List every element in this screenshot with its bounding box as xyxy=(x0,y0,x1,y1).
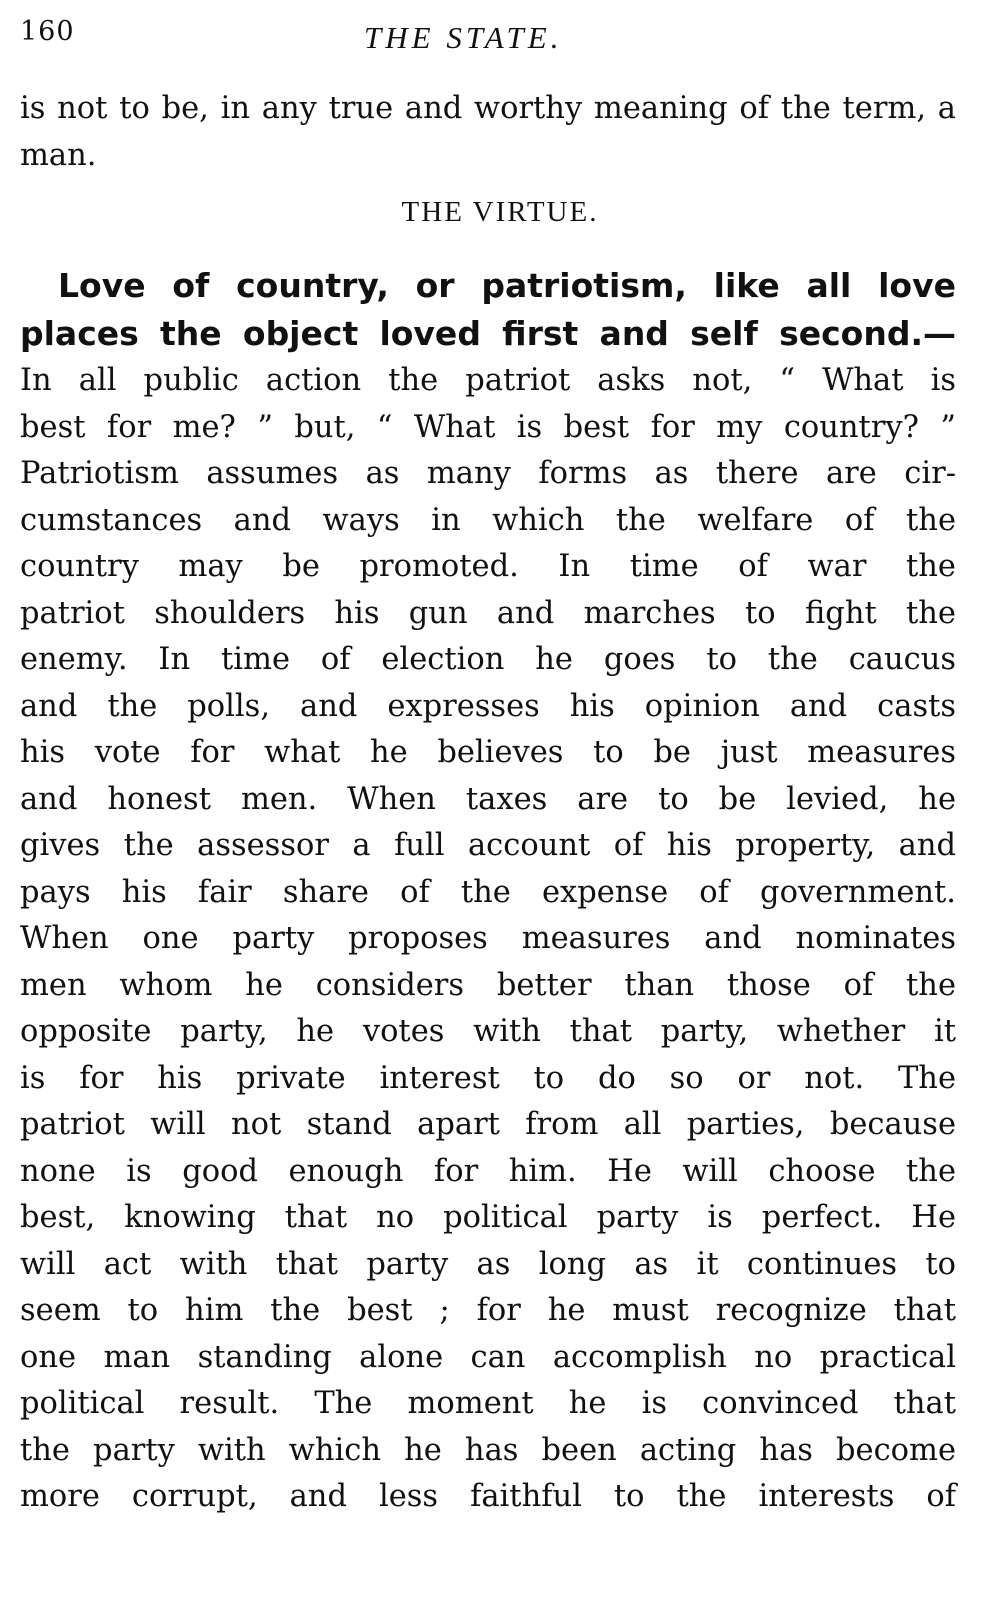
text-line: is for his private interest to do so or not. The xyxy=(20,1060,956,1096)
text-line: gives the assessor a full account of his property, and xyxy=(20,828,956,863)
text-line: one man standing alone can accomplish no practical xyxy=(20,1339,956,1375)
running-head xyxy=(20,16,960,66)
text-line: patriot will not stand apart from all parties, because xyxy=(20,1107,956,1142)
lead-sentence: Love of country, or patriotism, like all love places the object loved first and self second.— xyxy=(20,266,956,353)
text-line: enemy. In time of election he goes to the caucus xyxy=(20,642,956,677)
text-line: In all public action the patriot asks not, “ What is xyxy=(20,363,956,398)
text-line: will act with that party as long as it continues to xyxy=(20,1246,956,1282)
continued-paragraph: is not to be, in any true and worthy meaning of the term, a man. xyxy=(20,91,956,173)
text-line: and the polls, and expresses his opinion and casts xyxy=(20,688,956,724)
text-line: more corrupt, and less faithful to the interests of xyxy=(20,1479,956,1514)
text-line: pays his fair share of the expense of government. xyxy=(20,874,956,910)
main-paragraph xyxy=(20,262,956,1521)
text-line: patriot shoulders his gun and marches to fight the xyxy=(20,595,956,631)
text-line: cumstances and ways in which the welfare of the xyxy=(20,502,956,538)
text-line: and honest men. When taxes are to be levied, he xyxy=(20,781,956,817)
text-line: best, knowing that no political party is perfect. He xyxy=(20,1200,956,1235)
text-line: best for me? ” but, “ What is best for my country? ” xyxy=(20,409,956,445)
section-heading: THE VIRTUE. xyxy=(401,196,599,228)
text-line: opposite party, he votes with that party, whether it xyxy=(20,1014,956,1049)
text-line: none is good enough for him. He will choose the xyxy=(20,1153,956,1189)
text-line: When one party proposes measures and nominates xyxy=(20,921,956,956)
text-line: men whom he considers better than those of the xyxy=(20,967,956,1003)
page-number: 160 xyxy=(20,16,75,47)
text-line: his vote for what he believes to be just measures xyxy=(20,735,956,770)
text-line: political result. The moment he is convinced that xyxy=(20,1386,956,1421)
text-line: Patriotism assumes as many forms as there are cir- xyxy=(20,456,956,491)
text-line: country may be promoted. In time of war the xyxy=(20,549,956,584)
body-lines xyxy=(20,358,956,1521)
text-line: the party with which he has been acting has become xyxy=(20,1432,956,1468)
running-title: THE STATE. xyxy=(364,20,563,55)
text-line: seem to him the best ; for he must recognize that xyxy=(20,1293,956,1328)
